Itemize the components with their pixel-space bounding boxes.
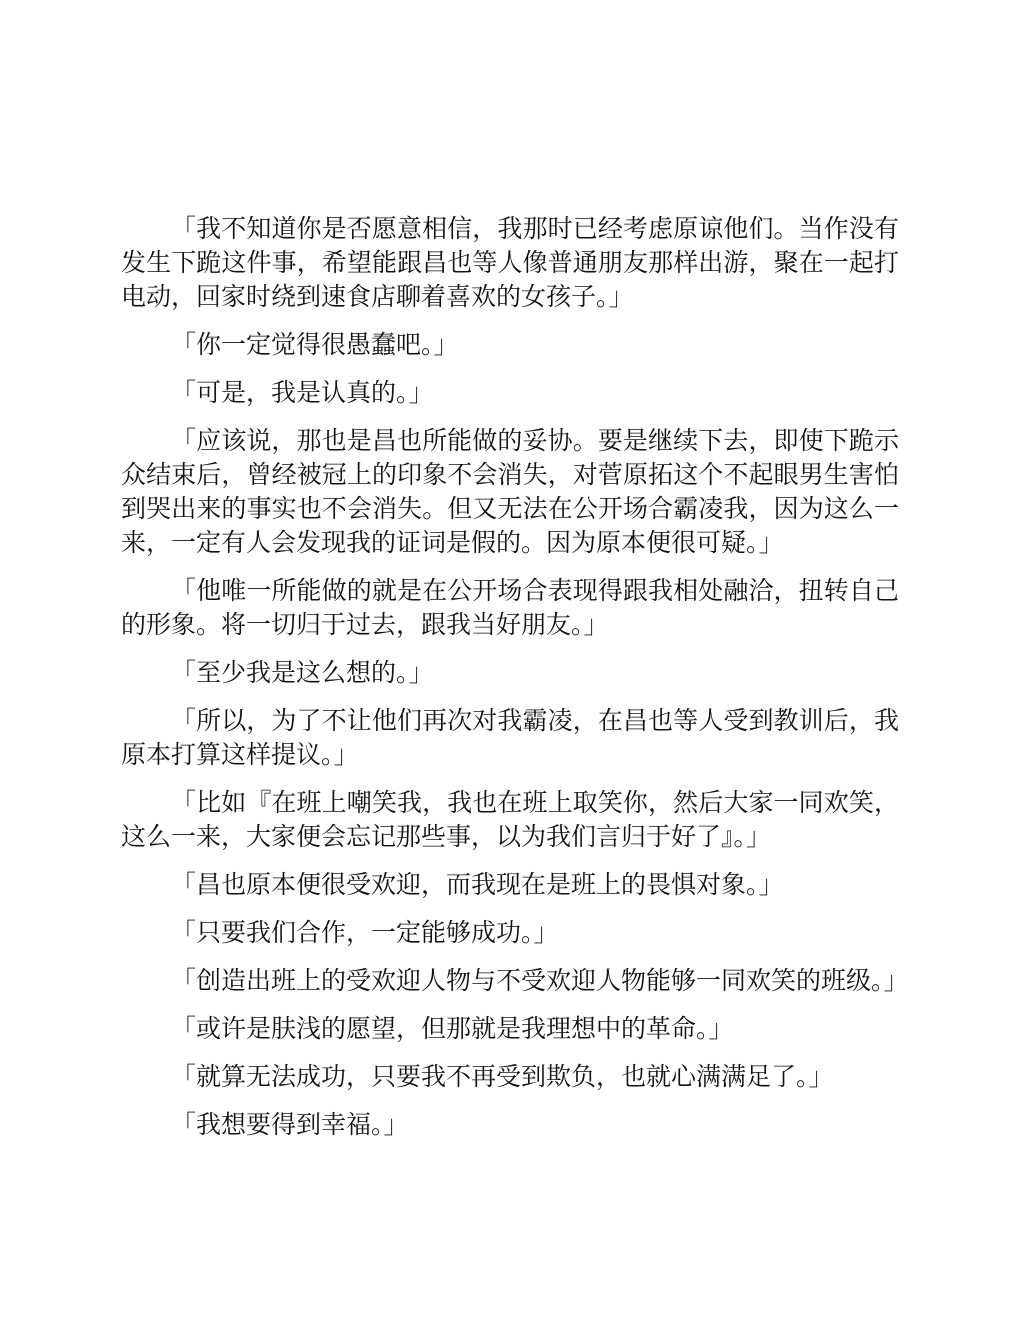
paragraph: 「你一定觉得很愚蠢吧。」 xyxy=(171,330,459,359)
paragraph: 「我不知道你是否愿意相信，我那时已经考虑原谅他们。当作没有发生下跪这件事，希望能跟昌也等人像普通朋友那样出游，聚在一起打电动，回家时绕到速食店聊着喜欢的女孩子。」 xyxy=(121,214,899,311)
paragraph: 「昌也原本便很受欢迎，而我现在是班上的畏惧对象。」 xyxy=(171,870,784,899)
paragraph: 「可是，我是认真的。」 xyxy=(171,378,434,407)
document-body xyxy=(121,212,909,1156)
paragraph: 「只要我们合作，一定能够成功。」 xyxy=(171,918,559,947)
paragraph: 「所以，为了不让他们再次对我霸凌，在昌也等人受到教训后，我原本打算这样提议。」 xyxy=(121,706,899,769)
paragraph: 「他唯一所能做的就是在公开场合表现得跟我相处融洽，扭转自己的形象。将一切归于过去，跟我当好朋友。」 xyxy=(121,576,899,639)
paragraph: 「应该说，那也是昌也所能做的妥协。要是继续下去，即使下跪示众结束后，曾经被冠上的印象不会消失，对菅原拓这个不起眼男生害怕到哭出来的事实也不会消失。但又无法在公开场合霸凌我，因为这么一来，一定有人会发现我的证词是假的。因为原本便很可疑。」 xyxy=(121,426,899,557)
paragraph: 「就算无法成功，只要我不再受到欺负，也就心满满足了。」 xyxy=(171,1062,834,1091)
paragraph: 「至少我是这么想的。」 xyxy=(171,658,434,687)
paragraph: 「我想要得到幸福。」 xyxy=(171,1110,409,1139)
paragraph: 「创造出班上的受欢迎人物与不受欢迎人物能够一同欢笑的班级。」 xyxy=(171,966,909,995)
paragraph: 「或许是肤浅的愿望，但那就是我理想中的革命。」 xyxy=(171,1014,734,1043)
paragraph: 「比如『在班上嘲笑我，我也在班上取笑你，然后大家一同欢笑，这么一来，大家便会忘记那些事，以为我们言归于好了』。」 xyxy=(121,788,899,851)
